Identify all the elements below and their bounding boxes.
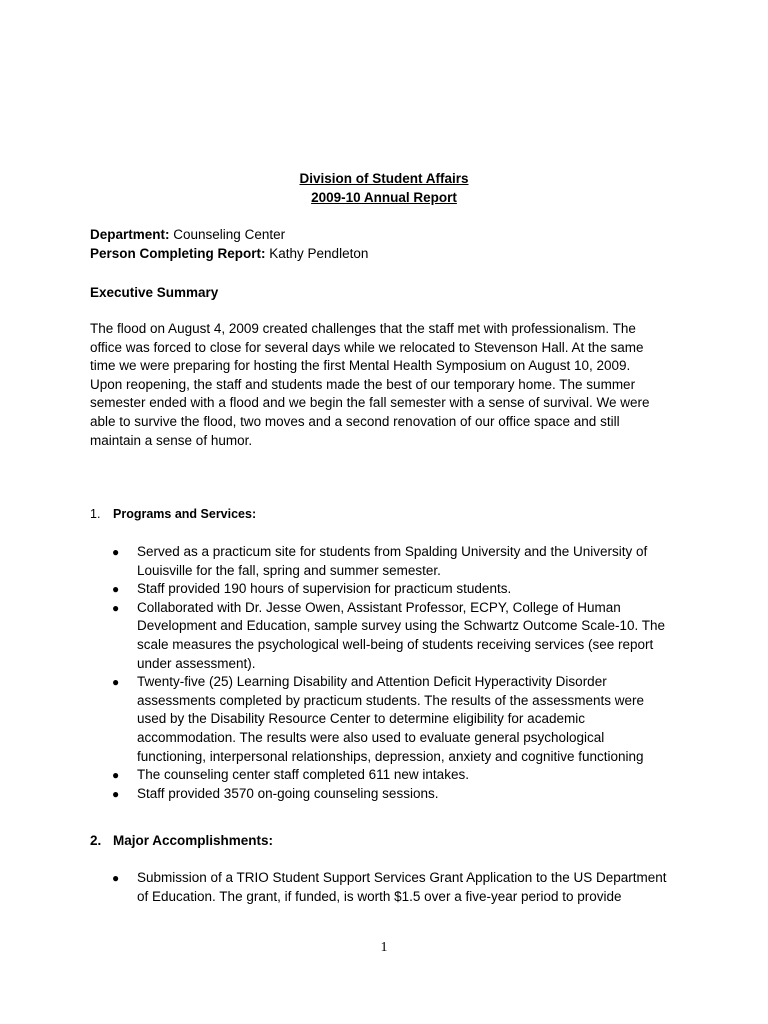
department-label: Department: xyxy=(90,227,170,242)
person-line xyxy=(90,245,368,264)
summary-line: semester ended with a flood and we begin the fall semester with a sense of survival. We were xyxy=(90,395,650,411)
executive-summary-heading: Executive Summary xyxy=(90,285,219,300)
list-item-line: accommodation. The results were also used to evaluate general psychological xyxy=(137,729,605,745)
list-item xyxy=(112,543,692,580)
list-item xyxy=(112,766,692,785)
summary-line: able to survive the flood, two moves and a second renovation of our office space and still xyxy=(90,413,620,429)
list-item-line: under assessment). xyxy=(137,655,256,671)
summary-line: office was forced to close for several days while we relocated to Stevenson Hall. At the same xyxy=(90,339,644,355)
list-item-line: Louisville for the fall, spring and summer semester. xyxy=(137,562,441,578)
section-number: 1. xyxy=(90,507,101,521)
list-item xyxy=(112,599,692,673)
report-title: 2009-10 Annual Report xyxy=(311,190,457,205)
list-item xyxy=(112,673,692,766)
summary-line: The flood on August 4, 2009 created challenges that the staff met with professionalism. The xyxy=(90,321,636,336)
list-item-line: Twenty-five (25) Learning Disability and Attention Deficit Hyperactivity Disorder xyxy=(137,674,607,690)
summary-line: Upon reopening, the staff and students made the best of our temporary home. The summer xyxy=(90,376,636,392)
list-item-line: scale measures the psychological well-being of students receiving services (see report xyxy=(137,636,654,652)
executive-summary-paragraph xyxy=(90,320,690,450)
division-title: Division of Student Affairs xyxy=(299,171,469,186)
section-number: 2. xyxy=(90,833,102,848)
page-number: 1 xyxy=(380,940,388,955)
bullet-icon: ● xyxy=(112,675,120,690)
list-item xyxy=(112,785,692,804)
summary-line: maintain a sense of humor. xyxy=(90,432,253,448)
list-item-line: The counseling center staff completed 611 new intakes. xyxy=(137,767,469,783)
bullet-icon: ● xyxy=(112,582,120,597)
list-item-line: Served as a practicum site for students from Spalding University and the University of xyxy=(137,544,648,559)
bullet-icon: ● xyxy=(112,545,120,559)
list-item-line: Development and Education, sample survey using the Schwartz Outcome Scale-10. The xyxy=(137,618,666,634)
list-item-line: used by the Disability Resource Center to determine eligibility for academic xyxy=(137,711,585,727)
list-item-line: Submission of a TRIO Student Support Services Grant Application to the US Department xyxy=(137,870,667,885)
accomplishments-list xyxy=(112,869,692,906)
list-item-line: Staff provided 190 hours of supervision for practicum students. xyxy=(137,581,512,597)
list-item-line: of Education. The grant, if funded, is worth $1.5 over a five-year period to provide xyxy=(137,888,622,904)
list-item-line: functioning, interpersonal relationships, depression, anxiety and cognitive functioning xyxy=(137,748,644,764)
section-title: Major Accomplishments: xyxy=(113,833,274,848)
person-value: Kathy Pendleton xyxy=(265,246,369,261)
bullet-icon: ● xyxy=(112,600,120,615)
bullet-icon: ● xyxy=(112,786,120,801)
list-item-line: assessments completed by practicum students. The results of the assessments were xyxy=(137,692,644,708)
bullet-icon: ● xyxy=(112,871,120,885)
list-item-line: Collaborated with Dr. Jesse Owen, Assistant Professor, ECPY, College of Human xyxy=(137,599,621,615)
section-title: Programs and Services: xyxy=(113,507,257,521)
list-item-line: Staff provided 3570 on-going counseling sessions. xyxy=(137,785,439,801)
person-label: Person Completing Report: xyxy=(90,246,266,261)
department-line xyxy=(90,226,285,245)
programs-list xyxy=(112,543,692,803)
list-item xyxy=(112,580,692,599)
department-value: Counseling Center xyxy=(169,227,286,242)
list-item xyxy=(112,869,692,906)
summary-line: time we were preparing for hosting the first Mental Health Symposium on August 10, 2009. xyxy=(90,358,631,374)
section-accomplishments-heading xyxy=(90,831,273,850)
bullet-icon: ● xyxy=(112,768,120,783)
section-programs-heading xyxy=(90,505,256,524)
